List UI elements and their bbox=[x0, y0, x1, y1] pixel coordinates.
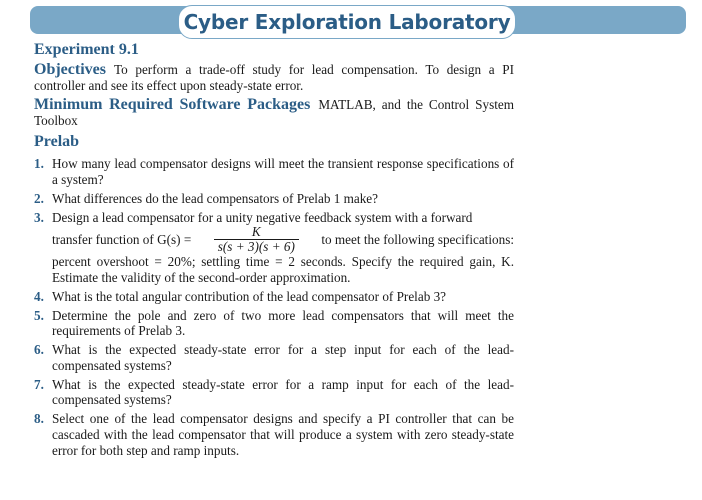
item-number: 8. bbox=[34, 411, 44, 427]
prelab-list bbox=[34, 156, 514, 458]
prelab-item-6 bbox=[34, 342, 514, 373]
tf-suffix: to meet the following specifications: bbox=[321, 231, 514, 247]
item-number: 1. bbox=[34, 156, 44, 171]
item-text: Select one of the lead compensator designs and specify a PI controller that can be cascaded with the lead compensator that will produce a system with zero steady-state error for both step and ramp inputs. bbox=[52, 411, 514, 458]
prelab-item-4 bbox=[34, 289, 514, 305]
transfer-function-fraction bbox=[216, 225, 297, 254]
item-text-b: percent overshoot = 20%; settling time = 2 seconds. Specify the required gain, K. Estimate the validity of the second-order approximation. bbox=[52, 254, 514, 285]
item-number: 5. bbox=[34, 307, 44, 323]
item-number: 7. bbox=[34, 376, 44, 392]
item-number: 2. bbox=[34, 190, 44, 206]
item-text: What is the expected steady-state error for a step input for each of the lead-compensated systems? bbox=[52, 342, 514, 373]
software-text: MATLAB, and the Control System Toolbox bbox=[34, 97, 515, 128]
item-text: What differences do the lead compensators of Prelab 1 make? bbox=[52, 190, 379, 206]
item-number: 6. bbox=[34, 342, 44, 358]
objectives-paragraph bbox=[34, 62, 514, 93]
tf-denominator: s(s + 3)(s + 6) bbox=[217, 239, 295, 255]
objectives-text: To perform a trade-off study for lead compensation. To design a PI controller and see its effect upon steady-state error. bbox=[34, 62, 514, 93]
prelab-item-2 bbox=[34, 191, 514, 207]
software-paragraph bbox=[34, 97, 514, 128]
tf-numerator: K bbox=[214, 225, 299, 240]
prelab-item-3 bbox=[34, 210, 514, 286]
item-text-a: Design a lead compensator for a unity negative feedback system with a forward bbox=[52, 209, 473, 225]
experiment-title: Experiment 9.1 bbox=[34, 41, 139, 58]
prelab-heading: Prelab bbox=[34, 133, 80, 150]
item-number: 4. bbox=[34, 288, 44, 304]
item-text: What is the expected steady-state error for a ramp input for each of the lead-compensated systems? bbox=[52, 376, 514, 408]
document-body bbox=[34, 40, 514, 462]
software-label: Minimum Required Software Packages bbox=[34, 96, 311, 113]
tf-prefix: transfer function of G(s) = bbox=[52, 231, 192, 247]
objectives-label: Objectives bbox=[34, 61, 106, 78]
item-text: Determine the pole and zero of two more lead compensators that will meet the requirements of Prelab 3. bbox=[52, 307, 514, 339]
prelab-item-8 bbox=[34, 411, 514, 458]
item-text: What is the total angular contribution of the lead compensator of Prelab 3? bbox=[52, 288, 447, 304]
transfer-function-line bbox=[52, 225, 514, 254]
prelab-item-1 bbox=[34, 156, 514, 187]
banner-title: Cyber Exploration Laboratory bbox=[178, 5, 516, 39]
prelab-item-5 bbox=[34, 308, 514, 339]
prelab-item-7 bbox=[34, 377, 514, 408]
item-number: 3. bbox=[34, 209, 44, 225]
item-text: How many lead compensator designs will meet the transient response specifications of a system? bbox=[52, 156, 514, 187]
